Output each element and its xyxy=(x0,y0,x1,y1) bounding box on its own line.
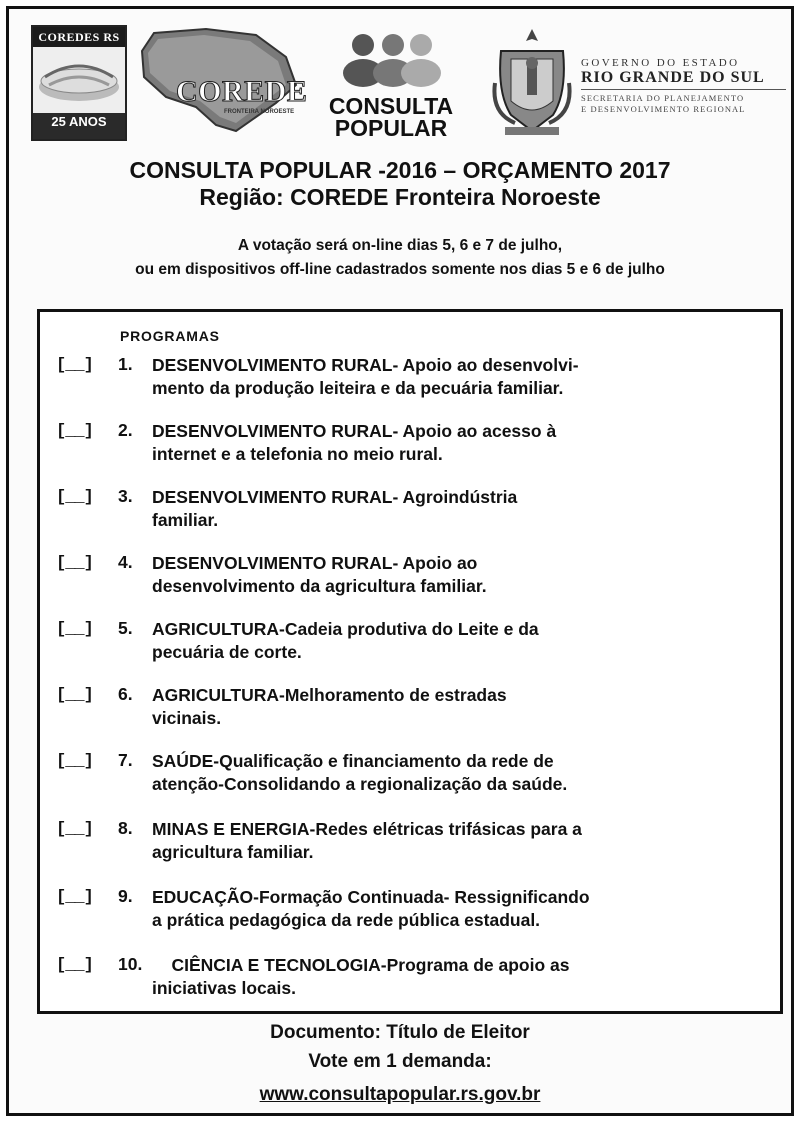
vote-checkbox[interactable]: [__] xyxy=(56,820,93,839)
corede-logo xyxy=(136,25,308,137)
logo-row xyxy=(21,19,781,144)
coredes-logo-title: COREDES RS xyxy=(33,27,125,47)
ballot-item-8 xyxy=(40,818,780,874)
vote-checkbox[interactable]: [__] xyxy=(56,752,93,771)
gov-line-1: GOVERNO DO ESTADO xyxy=(581,57,740,69)
item-description: CIÊNCIA E TECNOLOGIA-Programa de apoio as iniciativas locais. xyxy=(152,955,570,998)
voting-note-line-2: ou em dispositivos off-line cadastrados somente nos dias 5 e 6 de julho xyxy=(135,261,665,278)
state-government-logo xyxy=(581,57,786,115)
item-description: AGRICULTURA-Melhoramento de estradas vicinais. xyxy=(152,685,507,728)
vote-checkbox[interactable]: [__] xyxy=(56,956,93,975)
item-number: 7. xyxy=(118,750,133,770)
ballot-item-4 xyxy=(40,552,780,608)
item-description: DESENVOLVIMENTO RURAL- Apoio ao desenvolvimento da agricultura familiar. xyxy=(152,553,487,596)
ballot-item-5 xyxy=(40,618,780,674)
gov-line-4: E DESENVOLVIMENTO REGIONAL xyxy=(581,104,746,114)
vote-checkbox[interactable]: [__] xyxy=(56,620,93,639)
coredes-logo-years: 25 ANOS xyxy=(33,113,125,139)
item-description: MINAS E ENERGIA-Redes elétricas trifásicas para a agricultura familiar. xyxy=(152,819,582,862)
item-description: DESENVOLVIMENTO RURAL- Apoio ao desenvolvi- mento da produção leiteira e da pecuária familiar. xyxy=(152,355,579,398)
vote-checkbox[interactable]: [__] xyxy=(56,422,93,441)
ballot-item-1 xyxy=(40,354,780,410)
corede-logo-text: COREDE xyxy=(176,75,308,108)
gov-line-3: SECRETARIA DO PLANEJAMENTO xyxy=(581,93,745,103)
item-number: 1. xyxy=(118,354,133,374)
item-number: 6. xyxy=(118,684,133,704)
page-title: CONSULTA POPULAR -2016 – ORÇAMENTO 2017 xyxy=(129,157,671,183)
vote-instruction: Vote em 1 demanda: xyxy=(308,1051,492,1072)
region-title: Região: COREDE Fronteira Noroeste xyxy=(199,184,601,210)
item-description: AGRICULTURA-Cadeia produtiva do Leite e da pecuária de corte. xyxy=(152,619,539,662)
rs-coat-of-arms-icon xyxy=(491,23,573,141)
item-number: 10. xyxy=(118,954,143,974)
corede-logo-subtitle: FRONTEIRA NOROESTE xyxy=(224,109,295,115)
ballot-item-10 xyxy=(40,954,780,1010)
coredes-rs-logo xyxy=(31,25,127,141)
ballot-item-3 xyxy=(40,486,780,542)
item-description: SAÚDE-Qualificação e financiamento da rede de atenção-Consolidando a regionalização da saúde. xyxy=(152,751,568,794)
item-number: 9. xyxy=(118,886,133,906)
item-number: 8. xyxy=(118,818,133,838)
ballot-item-7 xyxy=(40,750,780,806)
item-number: 5. xyxy=(118,618,133,638)
coredes-logo-emblem xyxy=(33,47,125,113)
website-link[interactable]: www.consultapopular.rs.gov.br xyxy=(259,1084,541,1105)
programs-heading: PROGRAMAS xyxy=(120,328,220,344)
voting-note-line-1: A votação será on-line dias 5, 6 e 7 de julho, xyxy=(237,237,563,254)
item-number: 2. xyxy=(118,420,133,440)
people-icon xyxy=(311,25,471,95)
item-number: 3. xyxy=(118,486,133,506)
website-link-wrapper xyxy=(9,1084,791,1106)
ballot-item-6 xyxy=(40,684,780,740)
vote-checkbox[interactable]: [__] xyxy=(56,554,93,573)
item-description: DESENVOLVIMENTO RURAL- Apoio ao acesso à internet e a telefonia no meio rural. xyxy=(152,421,557,464)
ballot-item-2 xyxy=(40,420,780,476)
consulta-popular-logo-text: CONSULTA POPULAR xyxy=(328,93,454,141)
vote-checkbox[interactable]: [__] xyxy=(56,488,93,507)
ballot-box xyxy=(37,309,783,1014)
item-description: DESENVOLVIMENTO RURAL- Agroindústria familiar. xyxy=(152,487,518,530)
vote-checkbox[interactable]: [__] xyxy=(56,686,93,705)
ballot-page xyxy=(6,6,794,1116)
ballot-item-9 xyxy=(40,886,780,942)
vote-checkbox[interactable]: [__] xyxy=(56,356,93,375)
consulta-popular-logo xyxy=(311,25,471,143)
gov-line-2: RIO GRANDE DO SUL xyxy=(581,69,786,90)
item-number: 4. xyxy=(118,552,133,572)
vote-checkbox[interactable]: [__] xyxy=(56,888,93,907)
item-description: EDUCAÇÃO-Formação Continuada- Ressignificando a prática pedagógica da rede pública estadual. xyxy=(152,887,590,930)
document-requirement: Documento: Título de Eleitor xyxy=(270,1022,530,1043)
